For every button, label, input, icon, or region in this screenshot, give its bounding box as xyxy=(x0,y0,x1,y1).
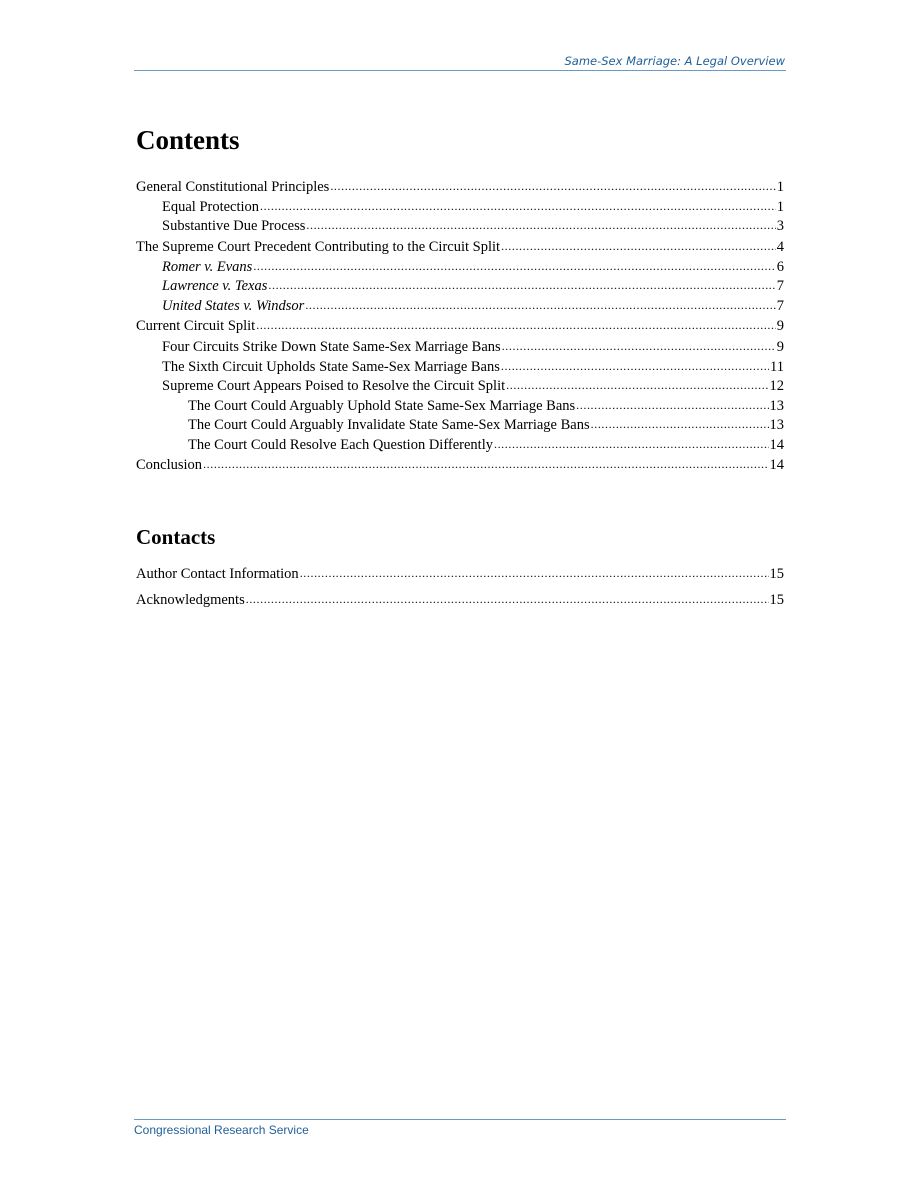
toc-entry-page: 15 xyxy=(769,592,784,608)
toc-entry[interactable] xyxy=(136,277,784,297)
toc-entry-page: 11 xyxy=(770,358,784,375)
table-of-contents xyxy=(136,177,784,476)
contacts-list xyxy=(136,564,784,611)
toc-entry[interactable] xyxy=(136,297,784,317)
toc-entry-page: 9 xyxy=(776,338,784,355)
toc-entry-title: The Sixth Circuit Upholds State Same-Sex Marriage Bans xyxy=(162,358,500,375)
toc-entry-title: Current Circuit Split xyxy=(136,318,256,334)
dot-leader xyxy=(253,257,775,277)
dot-leader xyxy=(260,197,776,217)
toc-entry-title: Substantive Due Process xyxy=(162,218,306,235)
dot-leader xyxy=(300,563,769,584)
dot-leader xyxy=(506,376,768,396)
toc-entry[interactable] xyxy=(136,316,784,337)
toc-entry-title: United States v. Windsor xyxy=(162,297,305,314)
dot-leader xyxy=(501,236,776,257)
toc-entry-page: 15 xyxy=(769,566,784,582)
toc-entry-title: The Court Could Arguably Invalidate State Same-Sex Marriage Bans xyxy=(188,417,590,433)
dot-leader xyxy=(246,589,769,610)
toc-entry-page: 4 xyxy=(776,238,784,255)
toc-entry-page: 3 xyxy=(776,218,784,235)
toc-entry-title: The Court Could Resolve Each Question Differently xyxy=(188,436,493,453)
dot-leader xyxy=(330,176,775,197)
toc-entry-title: Equal Protection xyxy=(162,198,260,215)
toc-entry[interactable] xyxy=(136,455,784,476)
toc-entry-page: 14 xyxy=(769,457,784,473)
dot-leader xyxy=(494,435,769,455)
toc-entry[interactable] xyxy=(136,337,784,358)
dot-leader xyxy=(591,415,769,435)
contents-heading: Contents xyxy=(136,125,240,155)
toc-entry-page: 7 xyxy=(776,297,784,314)
toc-entry[interactable] xyxy=(136,217,784,237)
toc-entry-title: General Constitutional Principles xyxy=(136,179,330,195)
toc-entry-page: 1 xyxy=(776,198,784,215)
toc-entry-title: Romer v. Evans xyxy=(162,258,253,275)
toc-entry[interactable] xyxy=(136,436,784,456)
toc-entry[interactable] xyxy=(136,177,784,198)
dot-leader xyxy=(501,357,769,377)
dot-leader xyxy=(306,216,775,236)
toc-entry[interactable] xyxy=(136,237,784,258)
toc-entry[interactable] xyxy=(136,564,784,590)
contacts-heading: Contacts xyxy=(136,525,216,549)
toc-entry-page: 9 xyxy=(776,318,784,334)
toc-entry-title: The Court Could Arguably Uphold State Same-Sex Marriage Bans xyxy=(188,397,576,414)
dot-leader xyxy=(268,276,775,296)
toc-entry-title: Lawrence v. Texas xyxy=(162,278,268,294)
toc-entry-page: 6 xyxy=(776,258,784,275)
dot-leader xyxy=(305,296,775,316)
toc-entry-title: Acknowledgments xyxy=(136,592,245,608)
dot-leader xyxy=(576,396,768,416)
toc-entry-title: Supreme Court Appears Poised to Resolve the Circuit Split xyxy=(162,378,506,394)
toc-entry-page: 12 xyxy=(769,378,784,394)
toc-entry-title: Conclusion xyxy=(136,457,203,473)
footer-publisher: Congressional Research Service xyxy=(134,1123,309,1137)
dot-leader xyxy=(256,315,776,336)
toc-entry-title: Four Circuits Strike Down State Same-Sex Marriage Bans xyxy=(162,338,501,355)
toc-entry-title: Author Contact Information xyxy=(136,566,299,582)
running-header xyxy=(134,54,786,71)
toc-entry[interactable] xyxy=(136,416,784,436)
toc-entry[interactable] xyxy=(136,590,784,611)
toc-entry-page: 14 xyxy=(769,436,784,453)
toc-entry[interactable] xyxy=(136,377,784,397)
toc-entry-page: 13 xyxy=(769,417,784,433)
toc-entry-page: 13 xyxy=(769,397,784,414)
toc-entry[interactable] xyxy=(136,358,784,378)
running-header-title: Same-Sex Marriage: A Legal Overview xyxy=(564,54,785,68)
toc-entry-page: 7 xyxy=(776,278,784,294)
running-footer xyxy=(134,1119,786,1138)
toc-entry-title: The Supreme Court Precedent Contributing to the Circuit Split xyxy=(136,238,501,255)
toc-entry[interactable] xyxy=(136,397,784,417)
toc-entry[interactable] xyxy=(136,258,784,278)
toc-entry[interactable] xyxy=(136,198,784,218)
dot-leader xyxy=(502,336,776,357)
dot-leader xyxy=(203,454,768,475)
toc-entry-page: 1 xyxy=(776,179,784,195)
